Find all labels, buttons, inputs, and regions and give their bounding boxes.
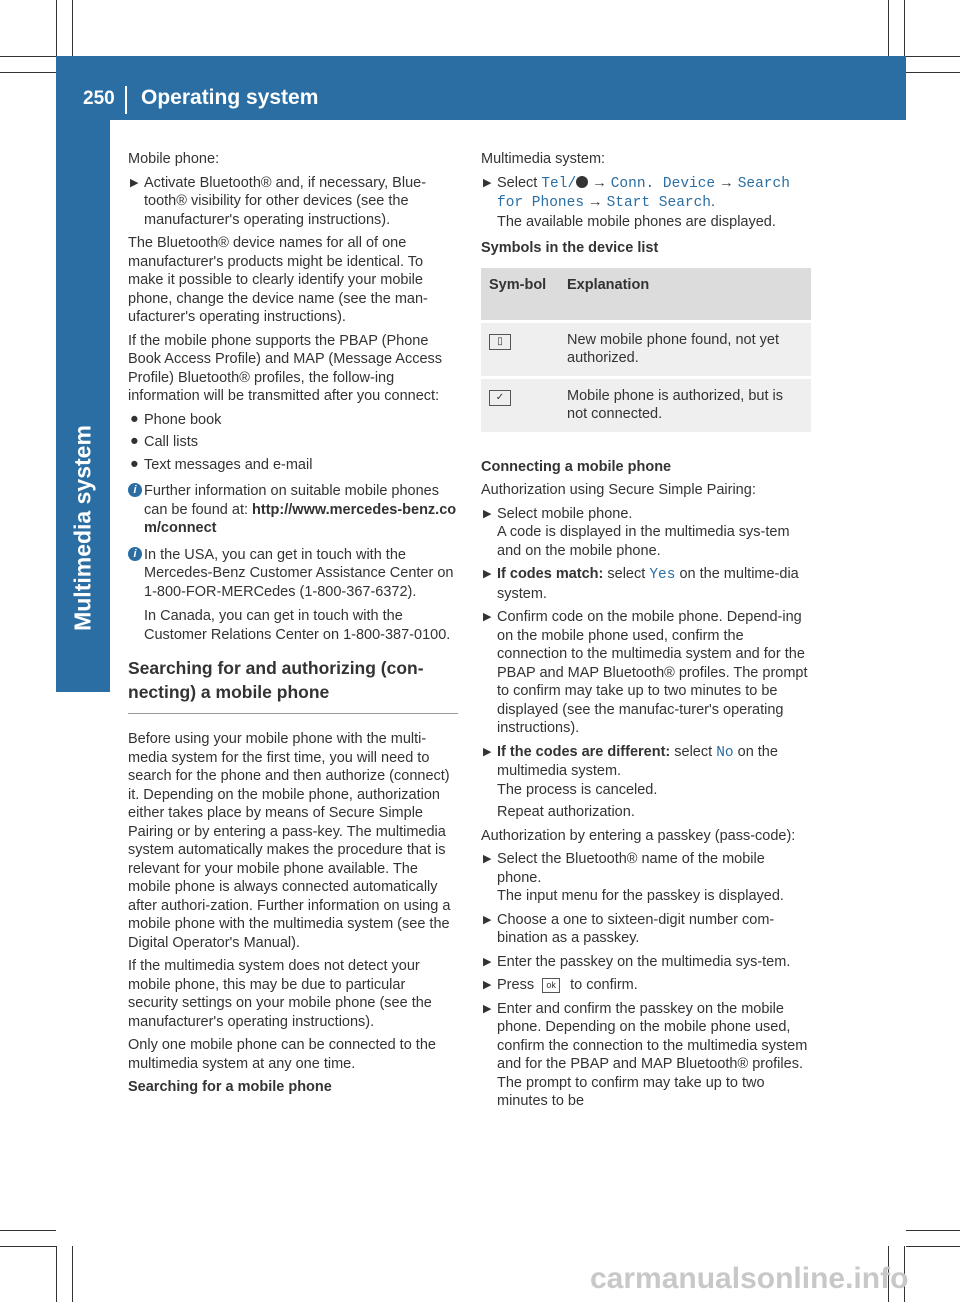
before-using-paragraph: Before using your mobile phone with the multi-media system for the first time, you will need to search for the phone and then authorize (connect) it. Depending on the mobile phone, authorization either takes place by means of Secure Simple Pairing or by entering a pass-key. The multimedia system automatically makes the procedure that is relevant for your mobile phone available. The mobile phone is always connected automatically after authori-zation. Further information on using a mobile phone with the multimedia system (see the Digital Operator's Manual). xyxy=(128,731,451,951)
mobile-phone-label: Mobile phone: xyxy=(128,151,220,167)
list-item: ● Text messages and e-mail xyxy=(130,455,313,473)
table-cell-symbol xyxy=(481,377,559,432)
table-header-symbol: Sym-bol xyxy=(481,268,559,322)
step-arrow-icon: ▶ xyxy=(483,1002,492,1015)
crop-mark xyxy=(906,72,960,73)
step-arrow-icon: ▶ xyxy=(483,979,492,991)
crop-mark xyxy=(72,0,73,56)
step-arrow-icon: ▶ xyxy=(483,955,492,968)
ssp-intro: Authorization using Secure Simple Pairing: xyxy=(481,482,756,498)
step-arrow-icon: ▶ xyxy=(483,853,492,865)
crop-mark xyxy=(72,1246,73,1302)
crop-mark xyxy=(904,0,905,56)
symbols-heading: Symbols in the device list xyxy=(481,240,659,256)
list-item: ● Phone book xyxy=(130,410,222,428)
bullet-icon: ● xyxy=(130,433,139,449)
table-cell-explanation: Mobile phone is authorized, but is not connected. xyxy=(559,377,811,432)
crop-mark xyxy=(56,0,57,56)
info-icon: i xyxy=(128,547,142,561)
step-activate-bluetooth: ▶ Activate Bluetooth® and, if necessary, Blue-tooth® visibility for other devices (see the manufacturer's operating instructions). xyxy=(130,174,427,228)
menu-tel: Tel/ xyxy=(541,175,577,192)
bullet-icon: ● xyxy=(130,455,139,472)
watermark: carmanualsonline.info xyxy=(590,1262,909,1295)
not-detected-paragraph: If the multimedia system does not detect your mobile phone, this may be due to particular security settings on your mobile phone (see the manufacturer's operating instructions). xyxy=(128,958,432,1030)
new-phone-icon: ▯ xyxy=(489,334,511,350)
connect-heading: Connecting a mobile phone xyxy=(481,458,672,475)
step-confirm-passkey: ▶ Enter and confirm the passkey on the mobile phone. Depending on the mobile phone used, confirm the connection to the multimedia system and for the PBAP and MAP Bluetooth® profiles. The prompt to confirm may take up to two minutes to be xyxy=(483,1000,808,1109)
table-cell-explanation: New mobile phone found, not yet authorized. xyxy=(559,321,811,377)
table-header-explanation: Explanation xyxy=(559,268,811,322)
right-column xyxy=(481,150,811,1116)
ok-key-icon: ok xyxy=(542,978,560,993)
step-arrow-icon: ▶ xyxy=(483,507,492,520)
step-arrow-icon: ▶ xyxy=(130,176,139,189)
pbap-map-paragraph: If the mobile phone supports the PBAP (Phone Book Access Profile) and MAP (Message Access Profile) Bluetooth® profiles, the follow-ing information will be transmitted after you connect: xyxy=(128,332,443,404)
subheading-search: Searching for a mobile phone xyxy=(128,1079,332,1095)
step-enter-passkey: ▶ Enter the passkey on the multimedia sys-tem. xyxy=(483,953,791,970)
crop-mark xyxy=(0,56,56,57)
menu-start-search: Start Search xyxy=(606,195,711,211)
table-row xyxy=(481,377,811,432)
header-divider xyxy=(125,86,127,114)
info-note-contact: i In the USA, you can get in touch with the Mercedes-Benz Customer Assistance Center on 1-800-FOR-MERCedes (1-800-367-6372). In Canada, you can get in touch with the Customer Relations Center on 1-800-387-0100. xyxy=(128,546,458,645)
step-arrow-icon: ▶ xyxy=(483,745,492,758)
table-header-row xyxy=(481,268,811,322)
crop-mark xyxy=(0,72,56,73)
list-item: ● Call lists xyxy=(130,433,198,450)
table-cell-symbol xyxy=(481,321,559,377)
step-choose-passkey: ▶ Choose a one to sixteen-digit number com-bination as a passkey. xyxy=(483,911,775,946)
section-heading: Searching for and authorizing (con-necting) a mobile phone xyxy=(128,658,424,702)
page-number: 250 xyxy=(83,88,115,109)
step-arrow-icon: ▶ xyxy=(483,611,492,623)
menu-search-phones: Search for Phones xyxy=(497,175,790,211)
crop-mark xyxy=(906,56,960,57)
table-row xyxy=(481,321,811,377)
crop-mark xyxy=(56,1246,57,1302)
crop-mark xyxy=(906,1246,960,1247)
step-select-menu: ▶ Select Tel/ → Conn. Device → Search for Phones → Start Search. The available mobile phones are displayed. xyxy=(483,174,790,230)
step-press-ok: ▶ Press ok to confirm. xyxy=(483,977,638,993)
step-select-phone: ▶ Select mobile phone. A code is displayed in the multimedia sys-tem and on the mobile phone. xyxy=(483,505,790,559)
step-select-bluetooth-name: ▶ Select the Bluetooth® name of the mobile phone. The input menu for the passkey is displayed. xyxy=(483,851,784,904)
crop-mark xyxy=(0,1230,56,1231)
step-arrow-icon: ▶ xyxy=(483,568,492,580)
info-note-website: i Further information on suitable mobile phones can be found at: http://www.mercedes-benz.com/connect xyxy=(128,482,458,538)
website-link[interactable]: http://www.mercedes-benz.com/connect xyxy=(144,501,457,536)
globe-icon xyxy=(576,176,588,188)
authorized-phone-icon: ✓ xyxy=(489,390,511,406)
multimedia-label: Multimedia system: xyxy=(481,151,606,167)
step-confirm-code: ▶ Confirm code on the mobile phone. Depend-ing on the mobile phone used, confirm the connection to the multimedia system and for the PBAP and MAP Bluetooth® profiles. The prompt to confirm may take up to two minutes to be displayed (see the manufac-turer's operating instructions). xyxy=(483,609,808,736)
side-tab-label: Multimedia system xyxy=(69,425,96,631)
crop-mark xyxy=(888,0,889,56)
bullet-icon: ● xyxy=(130,410,139,427)
crop-mark xyxy=(906,1230,960,1231)
crop-mark xyxy=(0,1246,56,1247)
one-phone-paragraph: Only one mobile phone can be connected to the multimedia system at any one time. xyxy=(128,1037,436,1072)
device-names-paragraph: The Bluetooth® device names for all of one manufacturer's products might be identical. To make it possible to clearly identify your mobile phone, change the device name (see the man-ufacturer's operating instructions). xyxy=(128,235,428,325)
heading-divider xyxy=(128,713,458,714)
yes-option: Yes xyxy=(649,567,676,583)
symbols-table xyxy=(481,268,811,432)
no-option: No xyxy=(716,744,734,761)
menu-conn-device: Conn. Device xyxy=(610,175,716,192)
page-title: Operating system xyxy=(141,86,319,109)
passkey-intro: Authorization by entering a passkey (pass-code): xyxy=(481,827,796,844)
step-arrow-icon: ▶ xyxy=(483,913,492,926)
step-codes-match: ▶ If codes match: select Yes on the multime-dia system. xyxy=(483,566,799,602)
left-column xyxy=(128,150,458,1102)
step-codes-different: ▶ If the codes are different: select No on the multimedia system. The process is canceled. Repeat authorization. xyxy=(483,743,778,820)
info-icon: i xyxy=(128,483,142,497)
step-arrow-icon: ▶ xyxy=(483,176,492,189)
